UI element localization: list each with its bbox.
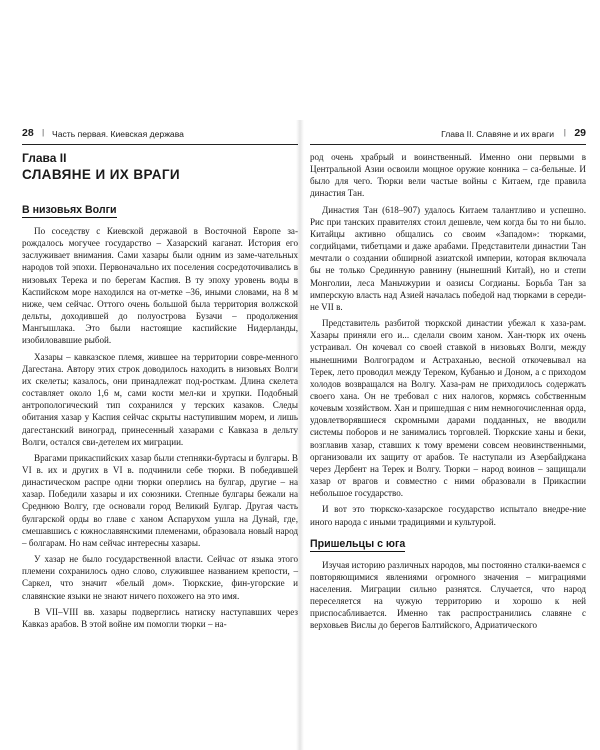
running-title: Глава II. Славяне и их враги <box>441 129 554 139</box>
page-number: 28 <box>22 127 34 139</box>
right-page <box>310 122 586 636</box>
right-running-head <box>310 122 586 145</box>
section-title: Пришельцы с юга <box>310 537 406 550</box>
header-separator: | <box>563 127 566 137</box>
left-page <box>22 122 298 634</box>
paragraph: Врагами прикаспийских хазар были степняки-буртасы и булгары. В VI в. их и других в VI в. подчинили себе тюрки. В победившей династическом распре одни тюрки оперлись на булгар, другие – на хазар. Победили хазары и их союзники. Степные булгары бежали на Среднюю Волгу, где основали город Великий Булгар. Другая часть булгарской орды во главе с ханом Аспарухом ушла на Дунай, где, смешавшись с южнославянскими племенами, образовала новый народ – болгарам. Но нам сейчас интересны хазары. <box>22 452 298 548</box>
paragraph: В VII–VIII вв. хазары подверглись натиску наступавших через Кавказ арабов. В этой войне им помогли тюрки – на- <box>22 606 298 629</box>
paragraph: Представитель разбитой тюркской династии убежал к хаза-рам. Хазары приняли его и... сделали своим ханом. Хан-тюрк их очень устраивал. Он кочевал со своей ставкой в низовьях Волги, между нынешними Волгоградом и Астраханью, весной откочевывал на Терек, лето проводил между Тереком, Кубанью и Доном, а с приходом холодов возвращался на Волгу. Хаза-рам не приходилось содержать своего хана. Он не требовал с них налогов, кормясь собственным кочевым хозяйством. Хан и пришедшая с ним немногочисленная орда, удовлетворявшиеся скромными дарами подданных, не вводили системы поборов и не занимались торговлей. Тюркские ханы и беки, возглавив хазар, ставших к тому времени совсем неовинственными, организовали их защиту от арабов. Те наступали из Азербайджана через Дербент на Терек и Волгу. Тюрки – народ воинов – защищали хазар от врагов и совместно с ними образовали в Прикаспии небольшое государство. <box>310 318 586 499</box>
page-number: 29 <box>574 127 586 139</box>
paragraph: род очень храбрый и воинственный. Именно они первыми в Центральной Азии освоили мощное оружие конника – са-бельные. И было для чего. Тюрки вели частые войны с Китаем, где правила династия Тан. <box>310 152 586 199</box>
left-running-head <box>22 122 298 145</box>
paragraph: Изучая историю различных народов, мы постоянно сталки-ваемся с повторяющимися явлениями огромного значения – миграциями населения. Миграции сильно разнятся. Случается, что народ переселяется на чужую территорию и хорошо к ней приспосабливается. Именно так распространились славяне с верховьев Вислы до берегов Балтийского, Адриатического <box>310 559 586 631</box>
paragraph: Хазары – кавказское племя, жившее на территории совре-менного Дагестана. Автору этих строк доводилось находить в низовьях Волги их скелеты; казалось, они принадлежат под-росткам. Длина скелета составляет около 1,6 м, сами кости мел-ки и хрупки. Подобный антропологический тип сохранился у терских казаков. Следы обитания хазар у Каспия сейчас скрыты наступившим морем, и лишь дагестанский виноград, принесенный хазарами с Кавказа в дельту Волги, остался сви-детелем их миграции. <box>22 351 298 447</box>
section-title: В низовьях Волги <box>22 204 117 216</box>
chapter-label: Глава II <box>22 151 67 165</box>
chapter-title: СЛАВЯНЕ И ИХ ВРАГИ <box>22 167 181 182</box>
paragraph: Династия Тан (618–907) удалось Китаем талантливо и успешно. Рис при танских правителях стоил дешевле, чем когда бы то ни было. Китайцы активно общались со своим «Западом»: тюрками, согдийцами, тибетцами и даже арабами. Представители династии Тан мечтали о создании обширной азиатской империи, которая включала бы не только Срединную равнину (нынешний Китай), но и степи Монголии, леса Маньчжурии и оазисы Согдианы. Борьба Тан за имперскую власть над Азией началась победой над тюрками в середи-не VII в. <box>310 204 586 312</box>
paragraph: По соседству с Киевской державой в Восточной Европе за-рождалось могучее государство – Хазарский каганат. История его заслуживает внимания. Сами хазары были одним из заме-чательных народов той эпохи. Первоначально их поселения сосредоточивались в низовьях Терека и по берегам Каспия. В ту эпоху уровень воды в Каспийском море находился на от-метке –36, иными словами, на 8 м ниже, чем сейчас. Оттого очень большой была территория волжской дельты, доходившей до полуострова Бузачи – продолжения Мангышлака. Это были настоящие каспийские Нидерланды, изобиловавшие рыбой. <box>22 226 298 346</box>
running-title: Часть первая. Киевская держава <box>52 129 184 139</box>
paragraph: У хазар не было государственной власти. Сейчас от языка этого племени сохранилось одно слово, служившее названием крепости, – Саркел, что значит «белый дом». Тюркские, фин-угорские и славянские языки не знают ничего похожего на это имя. <box>22 554 298 601</box>
header-separator: | <box>42 127 45 137</box>
paragraph: И вот это тюркско-хазарское государство испытало внедре-ние иного народа с иными традициями и культурой. <box>310 504 586 527</box>
